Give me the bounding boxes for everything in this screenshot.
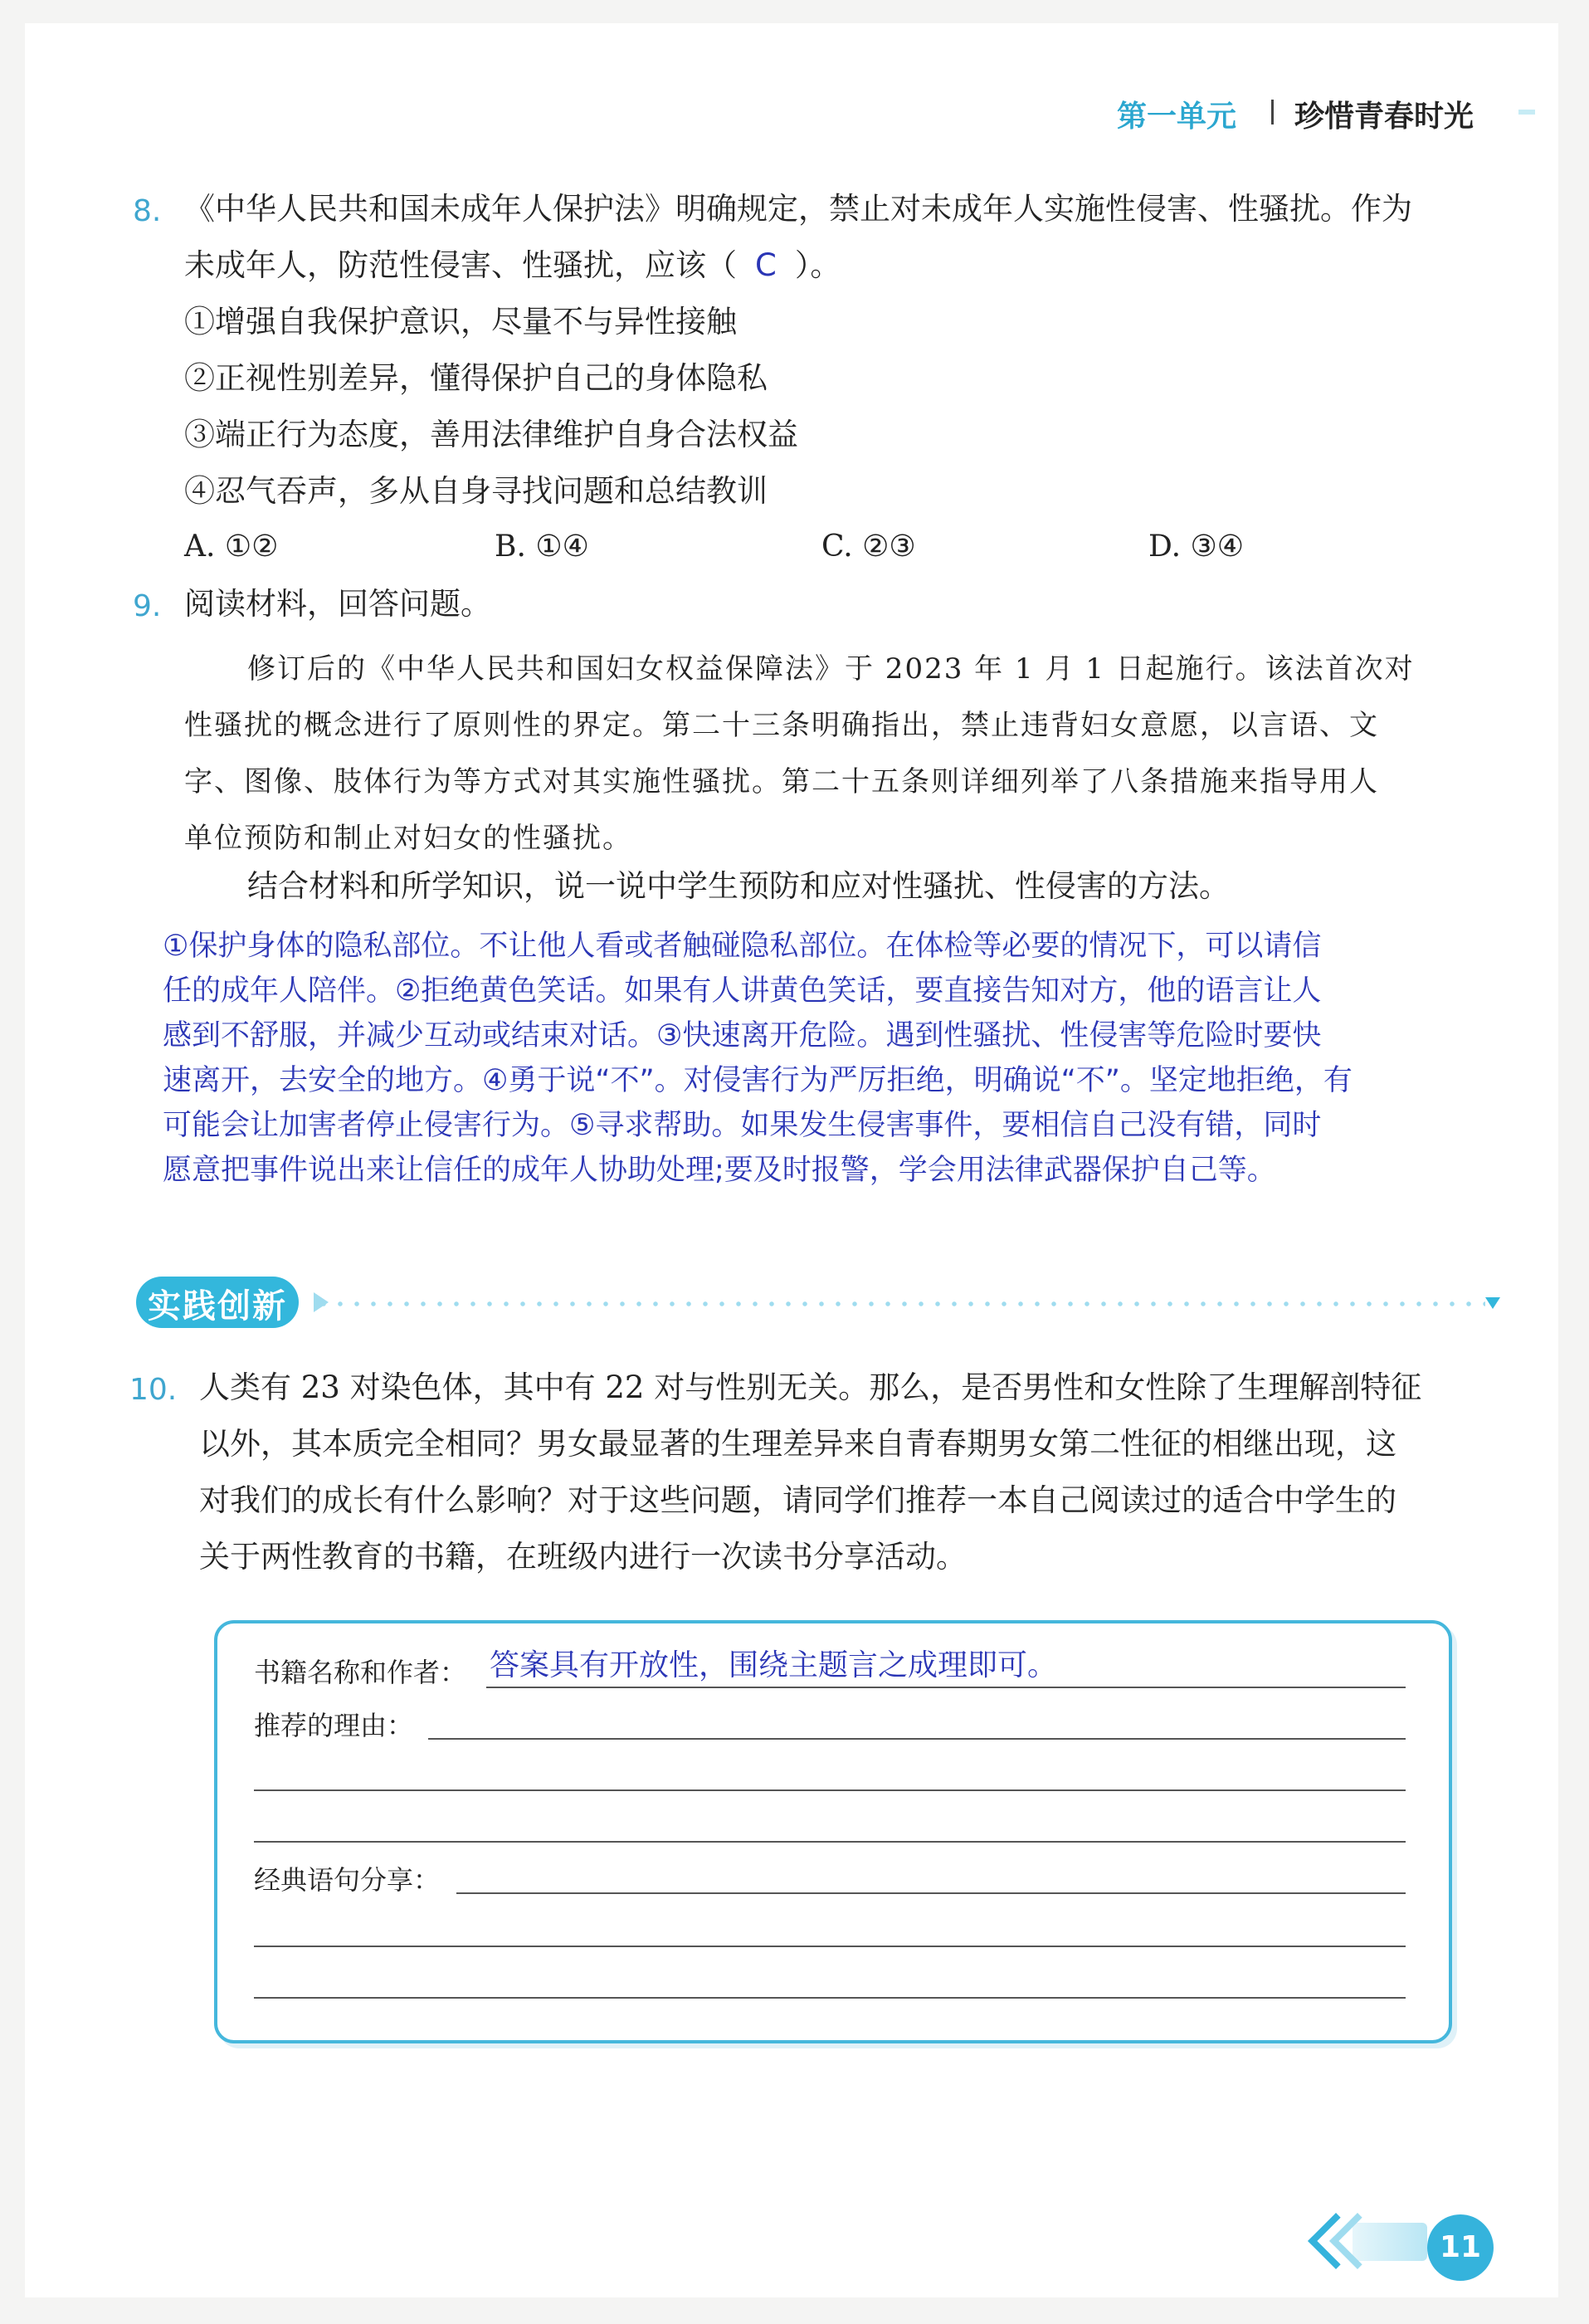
quote-line[interactable] bbox=[456, 1892, 1406, 1894]
q10-line: 人类有 23 对染色体，其中有 22 对与性别无关。那么，是否男性和女性除了生理解剖特征 bbox=[199, 1370, 1422, 1405]
quote-line[interactable] bbox=[254, 1997, 1406, 1999]
q9-prompt: 阅读材料，回答问题。 bbox=[184, 586, 491, 622]
section-title: 实践创新 bbox=[148, 1287, 287, 1326]
page-number: 11 bbox=[1427, 2214, 1494, 2281]
header-divider bbox=[1271, 100, 1274, 124]
q10-number: 10. bbox=[129, 1373, 178, 1407]
q9-material-line: 字、图像、肢体行为等方式对其实施性骚扰。第二十五条则详细列举了八条措施来指导用人 bbox=[184, 765, 1379, 798]
q8-number: 8. bbox=[133, 194, 162, 228]
q9-question: 结合材料和所学知识，说一说中学生预防和应对性骚扰、性侵害的方法。 bbox=[247, 868, 1230, 904]
section-dotted-divider bbox=[315, 1301, 1485, 1306]
reason-line[interactable] bbox=[254, 1789, 1406, 1791]
section-end-triangle-icon bbox=[1485, 1297, 1500, 1309]
book-name-label: 书籍名称和作者： bbox=[254, 1657, 467, 1688]
q9-answer-line: 速离开，去安全的地方。④勇于说“不”。对侵害行为严厉拒绝，明确说“不”。坚定地拒绝，有 bbox=[163, 1064, 1353, 1097]
q9-material-line: 性骚扰的概念进行了原则性的界定。第二十三条明确指出，禁止违背妇女意愿，以言语、文 bbox=[184, 709, 1379, 742]
q8-option-a: A. ①② bbox=[184, 530, 279, 564]
reason-line[interactable] bbox=[428, 1738, 1406, 1740]
q8-item: ④忍气吞声，多从自身寻找问题和总结教训 bbox=[184, 473, 768, 509]
q8-option-c: C. ②③ bbox=[821, 530, 916, 564]
chapter-title: 珍惜青春时光 bbox=[1294, 100, 1474, 134]
q10-line: 对我们的成长有什么影响？对于这些问题，请同学们推荐一本自己阅读过的适合中学生的 bbox=[199, 1482, 1396, 1518]
q9-material-line: 修订后的《中华人民共和国妇女权益保障法》于 2023 年 1 月 1 日起施行。该法首次对 bbox=[247, 652, 1415, 686]
q9-material-line: 单位预防和制止对妇女的性骚扰。 bbox=[184, 822, 632, 855]
q10-line: 以外，其本质完全相同？男女最显著的生理差异来自青春期男女第二性征的相继出现，这 bbox=[199, 1426, 1396, 1462]
q8-item: ③端正行为态度，善用法律维护自身合法权益 bbox=[184, 417, 798, 452]
q8-option-b: B. ①④ bbox=[495, 530, 589, 564]
q9-answer-line: ①保护身体的隐私部位。不让他人看或者触碰隐私部位。在体检等必要的情况下，可以请信 bbox=[163, 930, 1322, 963]
book-name-answer: 答案具有开放性，围绕主题言之成理即可。 bbox=[490, 1648, 1058, 1682]
q9-number: 9. bbox=[133, 589, 162, 623]
q8-stem-after: ）。 bbox=[794, 247, 841, 283]
reason-line[interactable] bbox=[254, 1841, 1406, 1843]
q8-option-d: D. ③④ bbox=[1148, 530, 1245, 564]
q8-answer: C bbox=[755, 247, 777, 283]
q8-item: ①增强自我保护意识，尽量不与异性接触 bbox=[184, 304, 737, 339]
quote-line[interactable] bbox=[254, 1946, 1406, 1947]
q8-stem-line2 bbox=[184, 247, 841, 284]
reason-label: 推荐的理由： bbox=[254, 1710, 414, 1741]
q9-answer-line: 愿意把事件说出来让信任的成年人协助处理;要及时报警，学会用法律武器保护自己等。 bbox=[163, 1154, 1276, 1187]
q8-stem-line1: 《中华人民共和国未成年人保护法》明确规定，禁止对未成年人实施性侵害、性骚扰。作为 bbox=[184, 191, 1412, 227]
quote-label: 经典语句分享： bbox=[254, 1864, 441, 1896]
q10-line: 关于两性教育的书籍，在班级内进行一次读书分享活动。 bbox=[199, 1539, 967, 1575]
book-name-line[interactable] bbox=[486, 1687, 1406, 1688]
q9-answer-line: 感到不舒服，并减少互动或结束对话。③快速离开危险。遇到性骚扰、性侵害等危险时要快 bbox=[163, 1019, 1322, 1052]
header-accent-bar bbox=[1518, 110, 1535, 115]
q9-answer-line: 任的成年人陪伴。②拒绝黄色笑话。如果有人讲黄色笑话，要直接告知对方，他的语言让人 bbox=[163, 974, 1322, 1008]
q9-answer-line: 可能会让加害者停止侵害行为。⑤寻求帮助。如果发生侵害事件，要相信自己没有错，同时 bbox=[163, 1109, 1322, 1142]
unit-label: 第一单元 bbox=[1117, 100, 1237, 134]
q8-item: ②正视性别差异，懂得保护自己的身体隐私 bbox=[184, 360, 768, 396]
q8-stem-before: 未成年人，防范性侵害、性骚扰，应该（ bbox=[184, 247, 737, 283]
